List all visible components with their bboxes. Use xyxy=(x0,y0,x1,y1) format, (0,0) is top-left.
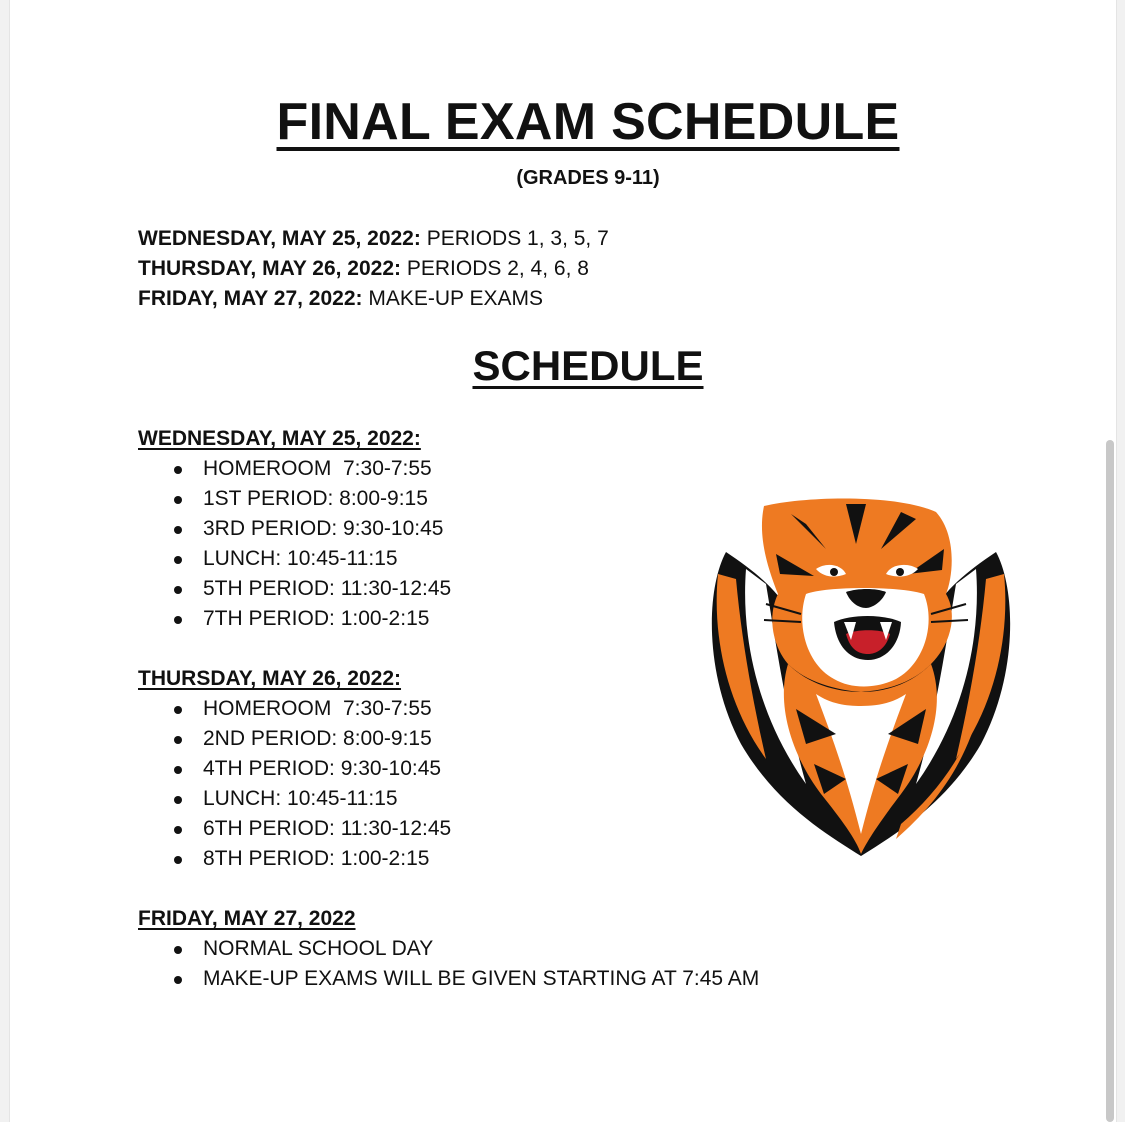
list-item: HOMEROOM 7:30-7:55 xyxy=(138,694,451,724)
list-item: 8TH PERIOD: 1:00-2:15 xyxy=(138,844,451,874)
list-item: NORMAL SCHOOL DAY xyxy=(138,934,759,964)
day-heading-thursday: THURSDAY, MAY 26, 2022: xyxy=(138,667,402,690)
vertical-scrollbar[interactable] xyxy=(1106,440,1114,1122)
day-heading-wednesday: WEDNESDAY, MAY 25, 2022: xyxy=(138,427,421,450)
list-item: 6TH PERIOD: 11:30-12:45 xyxy=(138,814,451,844)
day-block-thursday xyxy=(138,664,451,874)
list-item: 4TH PERIOD: 9:30-10:45 xyxy=(138,754,451,784)
schedule-list-wednesday xyxy=(138,454,451,634)
day-heading-friday: FRIDAY, MAY 27, 2022 xyxy=(138,907,356,930)
list-item: 3RD PERIOD: 9:30-10:45 xyxy=(138,514,451,544)
list-item: MAKE-UP EXAMS WILL BE GIVEN STARTING AT 7:45 AM xyxy=(138,964,759,994)
list-item: LUNCH: 10:45-11:15 xyxy=(138,784,451,814)
exam-days-summary xyxy=(138,224,609,314)
summary-row-thursday: THURSDAY, MAY 26, 2022: PERIODS 2, 4, 6, 8 xyxy=(138,257,589,280)
document-page xyxy=(10,0,1116,1122)
schedule-list-thursday xyxy=(138,694,451,874)
summary-row-wednesday: WEDNESDAY, MAY 25, 2022: PERIODS 1, 3, 5, 7 xyxy=(138,227,609,250)
list-item: LUNCH: 10:45-11:15 xyxy=(138,544,451,574)
document-title: FINAL EXAM SCHEDULE xyxy=(276,93,900,151)
schedule-heading: SCHEDULE xyxy=(472,342,704,389)
tiger-mascot-logo xyxy=(696,494,1026,860)
schedule-list-friday xyxy=(138,934,759,994)
list-item: 7TH PERIOD: 1:00-2:15 xyxy=(138,604,451,634)
summary-row-friday: FRIDAY, MAY 27, 2022: MAKE-UP EXAMS xyxy=(138,287,544,310)
list-item: 5TH PERIOD: 11:30-12:45 xyxy=(138,574,451,604)
day-block-wednesday xyxy=(138,424,451,634)
list-item: 2ND PERIOD: 8:00-9:15 xyxy=(138,724,451,754)
document-subtitle: (GRADES 9-11) xyxy=(516,167,660,189)
list-item: HOMEROOM 7:30-7:55 xyxy=(138,454,451,484)
list-item: 1ST PERIOD: 8:00-9:15 xyxy=(138,484,451,514)
day-block-friday xyxy=(138,904,759,994)
